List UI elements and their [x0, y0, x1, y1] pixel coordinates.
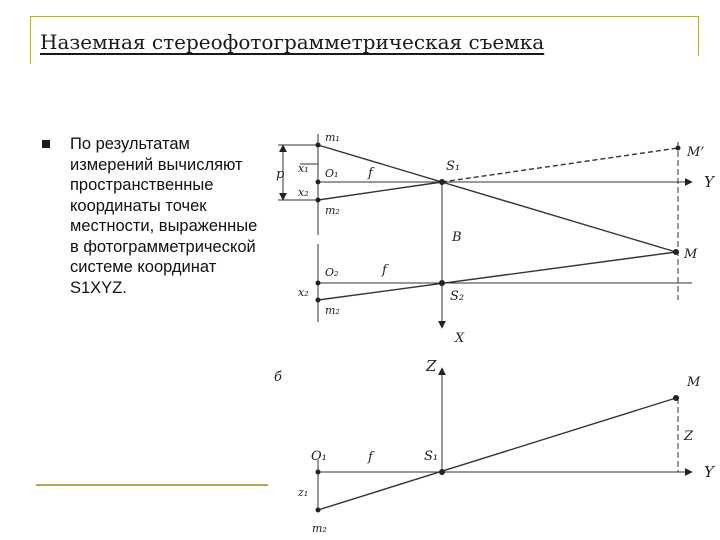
- label-f-b: f: [368, 450, 373, 465]
- point-S1: [439, 179, 445, 185]
- point-m2-top: [316, 198, 321, 203]
- label-M: M: [684, 247, 698, 262]
- ray-m2-s1: [318, 182, 442, 200]
- label-X: X: [455, 331, 465, 346]
- label-x2-bottom: x₂: [298, 286, 309, 299]
- label-b: б: [274, 370, 282, 385]
- label-Y-b: Y: [704, 463, 714, 481]
- label-Y-top: Y: [704, 173, 714, 191]
- point-M-b: [673, 395, 679, 401]
- point-m1: [316, 143, 321, 148]
- diagram-b: [318, 368, 692, 512]
- point-m2-b: [316, 508, 321, 513]
- point-S2: [439, 280, 445, 286]
- label-S1: S₁: [446, 159, 461, 174]
- label-B: B: [452, 230, 462, 245]
- label-Mprime: M’: [687, 145, 705, 160]
- label-O1: O₁: [325, 167, 339, 180]
- label-x2-top: x₂: [298, 186, 309, 199]
- label-Z-dimension: Z: [684, 429, 694, 444]
- body-text: По результатам измерений вычисляют пространственные координаты точек местности, выраженные в фотограмметрической системе координат S1XYZ.: [70, 135, 258, 297]
- label-x1: x₁: [298, 162, 309, 175]
- label-O2: O₂: [325, 266, 339, 279]
- diagram-a: [278, 134, 692, 328]
- label-M-b: M: [687, 375, 701, 390]
- diagram-b-labels: [274, 357, 716, 535]
- label-O1-b: O₁: [311, 449, 327, 464]
- slide-title: Наземная стереофотограмметрическая съемка: [40, 30, 545, 54]
- point-O2: [316, 281, 321, 286]
- label-f-mid: f: [382, 263, 387, 278]
- point-O1-b: [316, 470, 321, 475]
- point-O1: [316, 180, 321, 185]
- point-M: [673, 249, 679, 255]
- label-Z-axis: Z: [426, 357, 437, 375]
- label-S1-b: S₁: [424, 449, 439, 464]
- label-m2-b: m₂: [312, 522, 327, 535]
- label-p: p: [276, 167, 285, 182]
- label-S2: S₂: [450, 289, 465, 304]
- label-m2-bottom: m₂: [325, 304, 340, 317]
- label-m2-top: m₂: [325, 204, 340, 217]
- label-m1: m₁: [325, 131, 340, 144]
- ray-s1-Mprime: [442, 148, 678, 182]
- diagram-a-labels: [276, 131, 716, 346]
- point-Mprime: [676, 146, 681, 151]
- label-f-top: f: [368, 166, 373, 181]
- point-S1-b: [439, 469, 445, 475]
- ray-m2b-M: [318, 252, 676, 300]
- label-z1: z₁: [298, 486, 309, 499]
- ray-m1-M: [318, 145, 676, 252]
- point-m2-bottom: [316, 298, 321, 303]
